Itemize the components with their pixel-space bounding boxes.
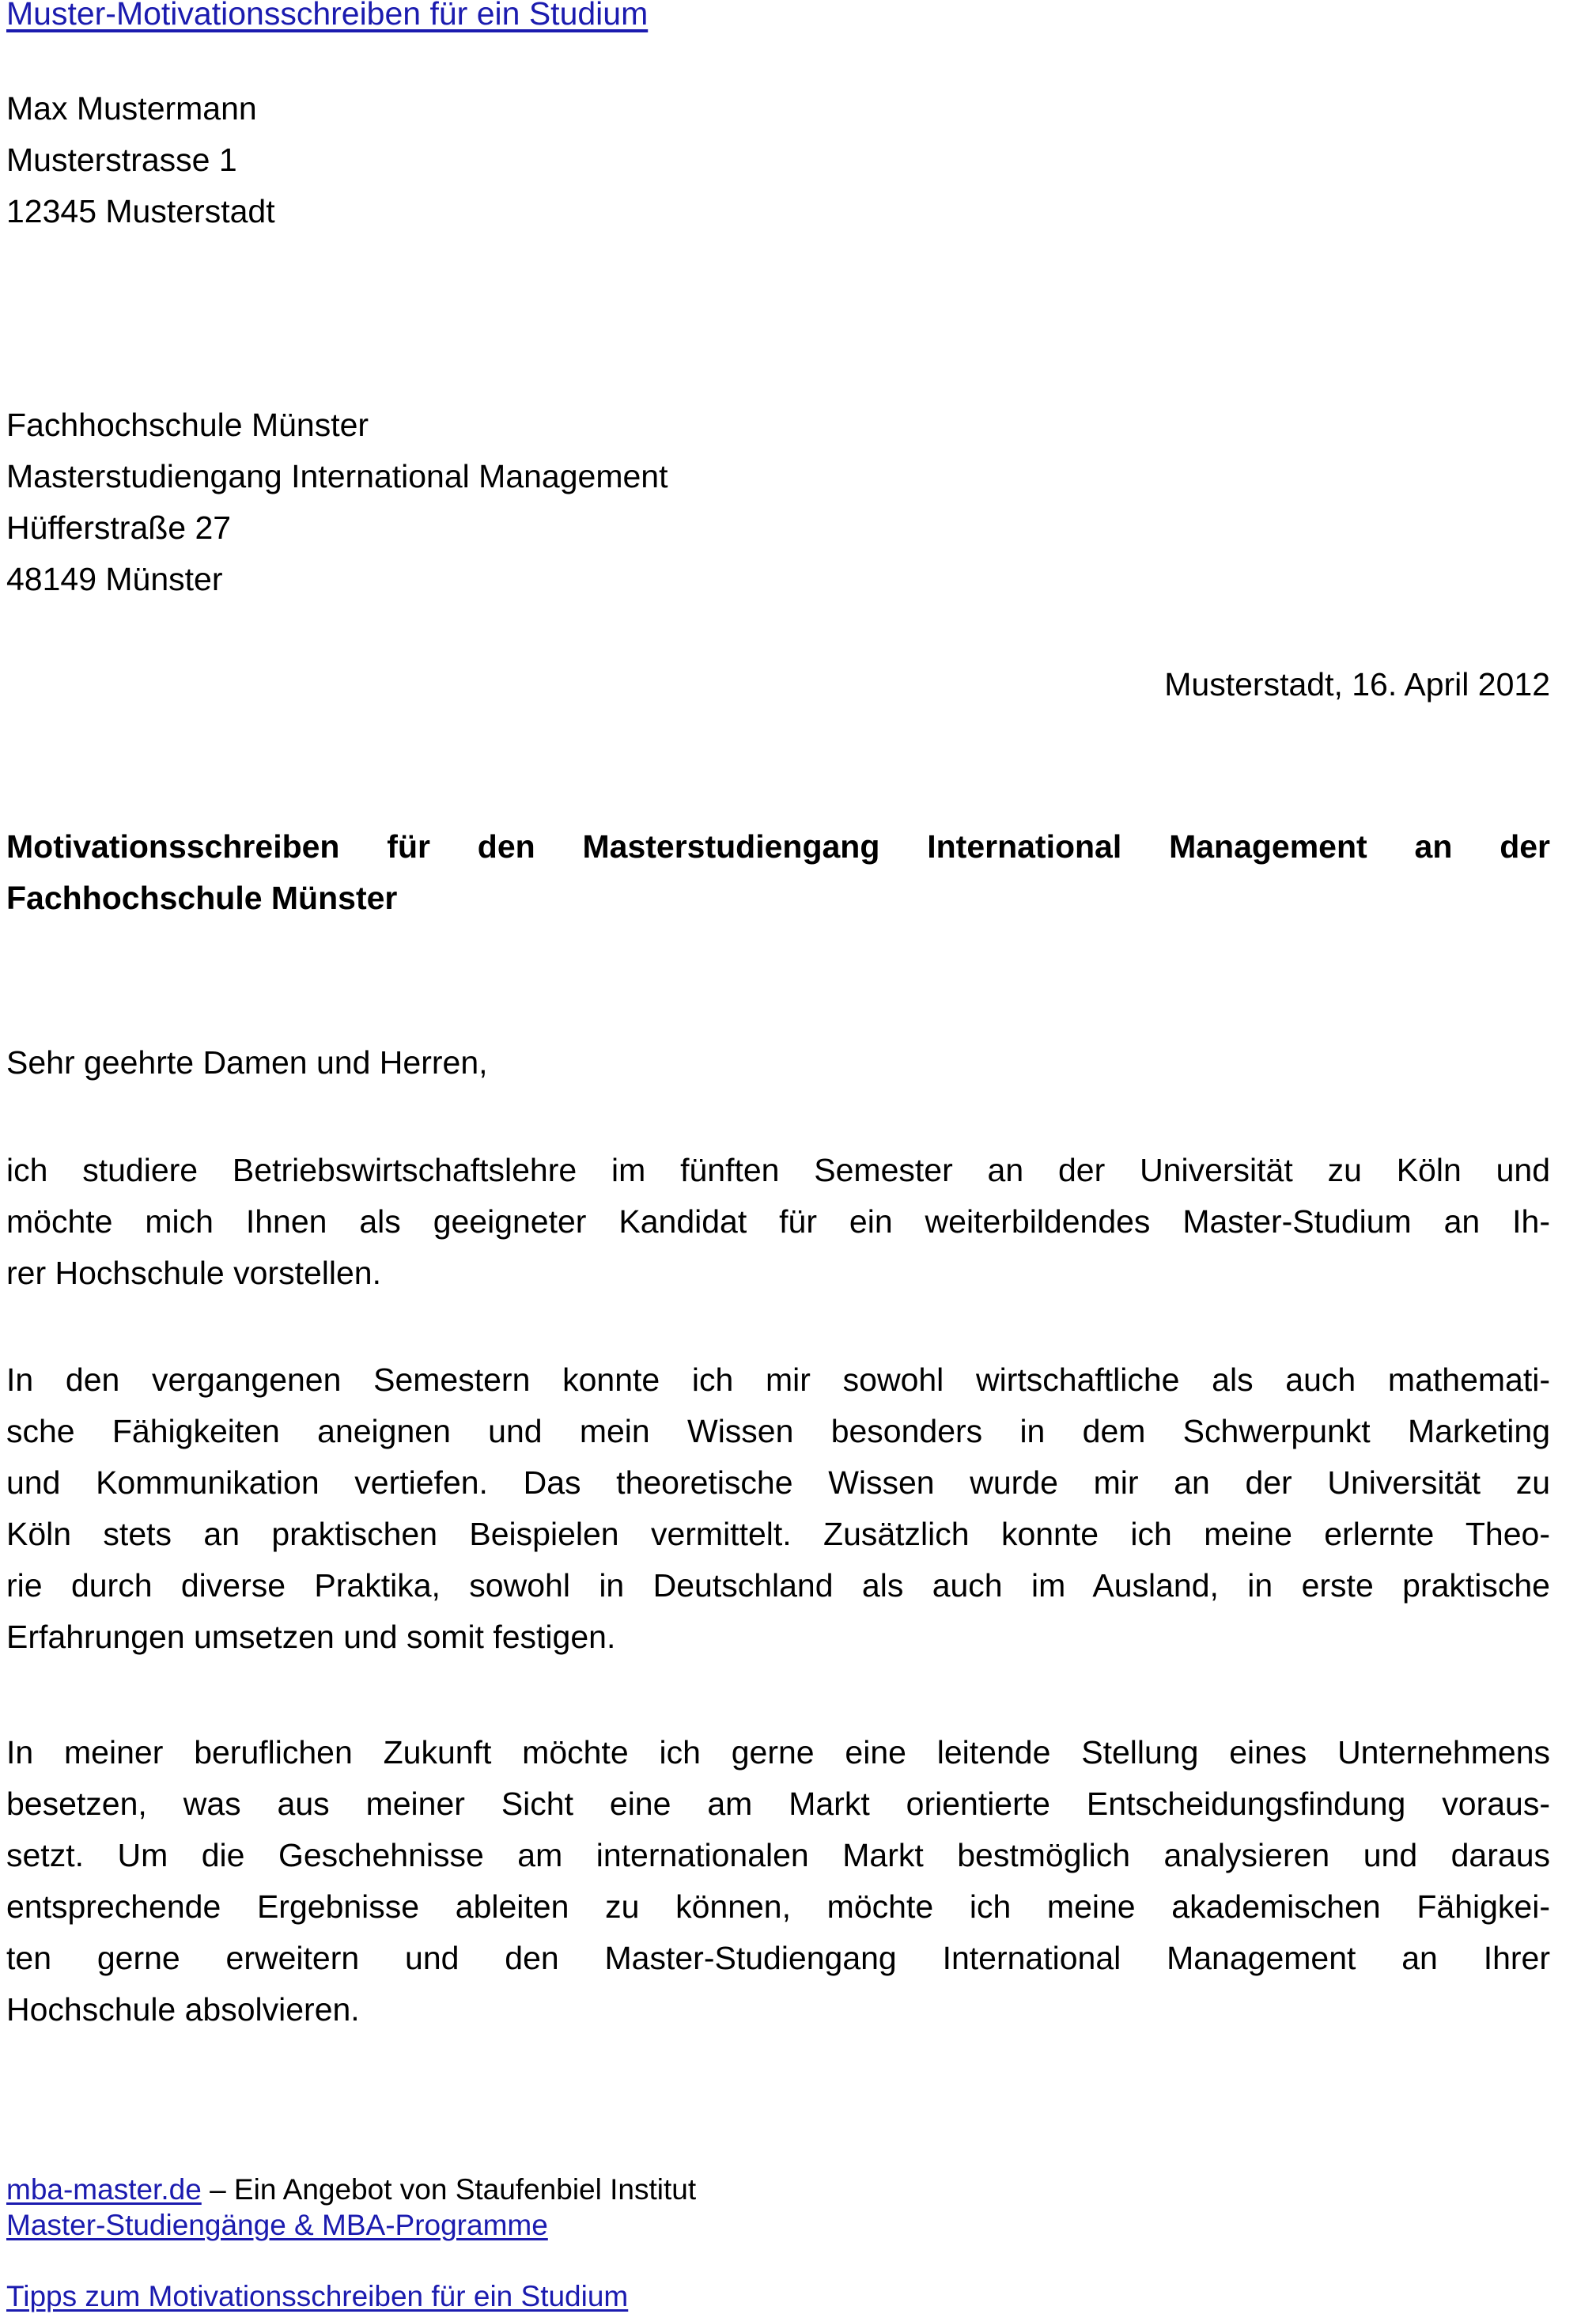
text-line: Fachhochschule Münster [6,880,398,916]
text-line: Erfahrungen umsetzen und somit festigen. [6,1619,616,1655]
text-line: und Kommunikation vertiefen. Das theoretische Wissen wurde mir an der Universität zu [6,1464,1550,1501]
footer-tips-link[interactable]: Tipps zum Motivationsschreiben für ein Studium [6,2280,629,2312]
text-line: ten gerne erweitern und den Master-Studiengang International Management an Ihrer [6,1940,1550,1976]
text-line: Hochschule absolvieren. [6,1991,360,2028]
text-line: rer Hochschule vorstellen. [6,1255,381,1291]
text-line: möchte mich Ihnen als geeigneter Kandidat für ein weiterbildendes Master-Studium an Ih- [6,1203,1550,1240]
paragraph-2 [6,1354,1550,1663]
text-line: Hüfferstraße 27 [6,509,232,546]
text-line: Masterstudiengang International Management [6,458,668,494]
paragraph-1 [6,1145,1550,1299]
text-line: Köln stets an praktischen Beispielen vermittelt. Zusätzlich konnte ich meine erlernte Theo- [6,1516,1550,1552]
salutation: Sehr geehrte Damen und Herren, [6,1044,488,1081]
footer [6,2172,1550,2314]
footer-programs-link[interactable]: Master-Studiengänge & MBA-Programme [6,2209,548,2241]
text-line: Musterstrasse 1 [6,142,237,178]
text-line: besetzen, was aus meiner Sicht eine am Markt orientierte Entscheidungsfindung voraus- [6,1786,1550,1822]
text-line: Motivationsschreiben für den Masterstudiengang International Management an der [6,828,1550,865]
top-title-link[interactable]: Muster-Motivationsschreiben für ein Studium [6,0,649,32]
footer-brand-line [6,2172,1550,2207]
text-line: 48149 Münster [6,561,223,597]
text-line: Max Mustermann [6,90,257,127]
date-line: Musterstadt, 16. April 2012 [1164,666,1550,703]
subject-heading [6,821,1550,924]
text-line: In den vergangenen Semestern konnte ich mir sowohl wirtschaftliche als auch mathemati- [6,1362,1550,1398]
text-line: entsprechende Ergebnisse ableiten zu können, möchte ich meine akademischen Fähigkei- [6,1888,1550,1925]
text-line: rie durch diverse Praktika, sowohl in Deutschland als auch im Ausland, in erste praktische [6,1567,1550,1604]
paragraph-3 [6,1727,1550,2036]
text-line: sche Fähigkeiten aneignen und mein Wissen besonders in dem Schwerpunkt Marketing [6,1413,1550,1449]
text-line: setzt. Um die Geschehnisse am internationalen Markt bestmöglich analysieren und daraus [6,1837,1550,1873]
text-line: ich studiere Betriebswirtschaftslehre im fünften Semester an der Universität zu Köln und [6,1152,1550,1188]
text-line: In meiner beruflichen Zukunft möchte ich gerne eine leitende Stellung eines Unternehmens [6,1734,1550,1771]
text-line: Fachhochschule Münster [6,407,369,443]
text-line: 12345 Musterstadt [6,193,275,229]
sender-address [6,83,1550,237]
footer-brand-link[interactable]: mba-master.de [6,2173,202,2206]
footer-brand-text: – Ein Angebot von Staufenbiel Institut [210,2173,697,2206]
recipient-address [6,400,1550,605]
